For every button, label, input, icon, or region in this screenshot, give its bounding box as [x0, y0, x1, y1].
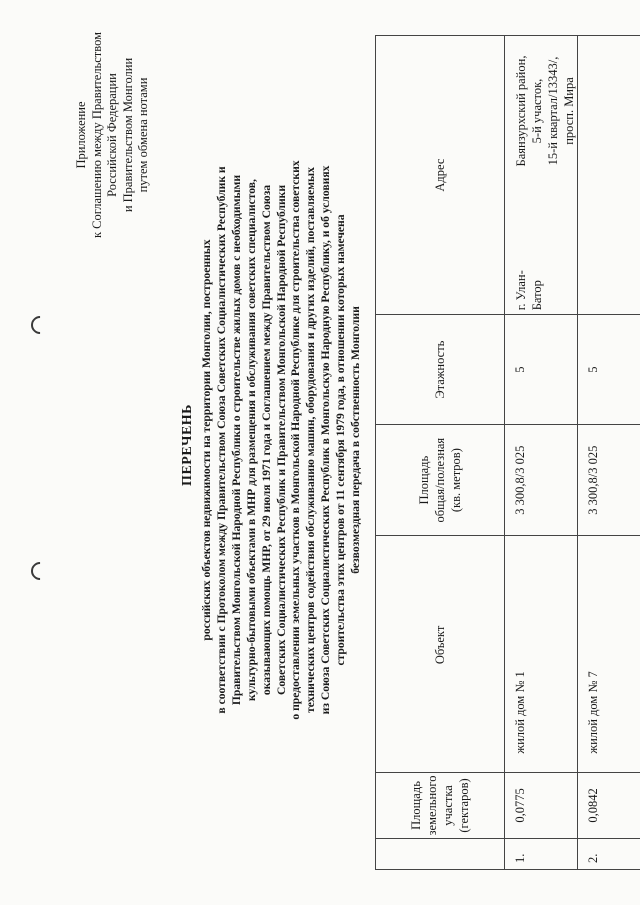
row-land-area: 0,0842 [578, 772, 640, 839]
header-object: Объект [376, 536, 505, 772]
header-floors: Этажность [376, 315, 505, 425]
header-floor-area [376, 424, 505, 535]
appendix-note [74, 20, 152, 250]
table-header-row [376, 36, 505, 870]
row-street [513, 36, 577, 186]
header-line: Площадь [417, 455, 431, 505]
subtitle-line: культурно-бытовыми объектами в МНР для размещения и обслуживания советских специалистов, [244, 179, 258, 701]
document-title: ПЕРЕЧЕНЬ [180, 404, 195, 486]
subtitle-line: Правительством Монгольской Народной Республики о строительстве жилых домов с необходимыми [229, 174, 243, 706]
table-row [505, 36, 578, 870]
subtitle-line: российских объектов недвижимости на территории Монголии, построенных [200, 239, 213, 641]
city-line: Батор [530, 280, 544, 311]
document-subtitle [200, 60, 364, 820]
property-table [375, 35, 640, 870]
header-address: Адрес [376, 36, 505, 315]
appendix-line: к Соглашению между Правительством [89, 31, 104, 239]
header-land-area [376, 772, 505, 839]
city-line: г. Улан- [514, 270, 528, 311]
appendix-line: и Правительством Монголии [120, 57, 135, 213]
subtitle-line: технических центров содействия обслуживанию машин, оборудования и других изделий, поставляемых [304, 167, 318, 713]
row-city [513, 252, 545, 314]
subtitle-line: в соответствии с Протоколом между Правительством Союза Советских Социалистических Республик и [214, 166, 228, 714]
address-line: Баянзурхский район, [514, 55, 528, 167]
address-line: 5-й участок, [530, 78, 544, 144]
subtitle-line: безвозмездная передача в собственность Монголии [349, 306, 363, 574]
header-line: (гектаров) [457, 778, 471, 833]
row-object: жилой дом № 1 [505, 536, 578, 772]
header-line: участка [441, 785, 455, 826]
row-address [505, 36, 578, 315]
row-floor-area: 3 300,8/3 025 [578, 424, 640, 535]
subtitle-line: оказывающих помощь МНР, от 29 июля 1971 года и Соглашением между Правительством Союза [259, 184, 273, 696]
table-row [578, 36, 640, 870]
header-number [376, 839, 505, 870]
row-address [578, 36, 640, 315]
row-floors: 5 [505, 315, 578, 425]
subtitle-line: Советских Социалистических Республик и Правительством Монгольской Народной Республики [274, 184, 288, 696]
row-number: 1. [505, 839, 578, 870]
row-object: жилой дом № 7 [578, 536, 640, 772]
row-floors: 5 [578, 315, 640, 425]
appendix-line: Приложение [74, 101, 88, 169]
row-land-area: 0,0775 [505, 772, 578, 839]
subtitle-line: о предоставлении земельных участков в Монгольской Народной Республике для строительства советских [289, 160, 303, 720]
appendix-line: Российской Федерации [105, 73, 119, 197]
subtitle-line: строительства этих центров от 11 сентября 1979 года, в отношении которых намечена [334, 214, 348, 666]
header-line: (кв. метров) [449, 448, 463, 513]
header-line: Площадь [409, 781, 423, 830]
header-line: земельного [425, 775, 439, 836]
appendix-line: путем обмена нотами [136, 77, 150, 193]
row-floor-area: 3 300,8/3 025 [505, 424, 578, 535]
header-line: общая/полезная [433, 437, 447, 523]
subtitle-line: из Союза Советских Социалистических Республик в Монгольскую Народную Республику, и об условиях [319, 165, 333, 715]
address-line: просп. Мира [562, 77, 576, 145]
row-number: 2. [578, 839, 640, 870]
address-line: 15-й квартал/13343/, [546, 56, 560, 166]
